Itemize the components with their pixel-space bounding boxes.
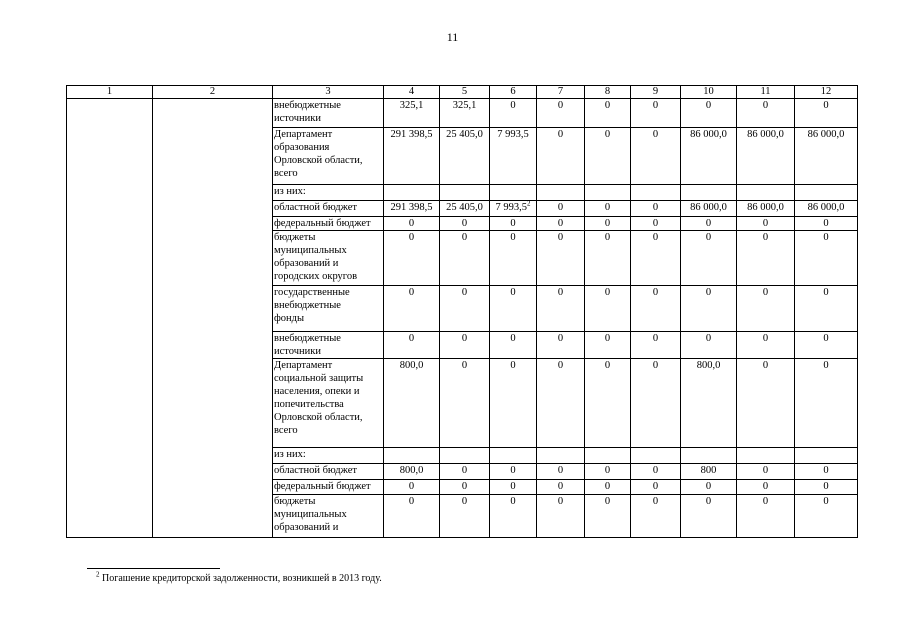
- value-cell: [681, 332, 737, 359]
- value-text: 0: [461, 232, 468, 243]
- value-text: 0: [652, 333, 659, 344]
- value-cell: [795, 128, 858, 185]
- value-text: 0: [652, 100, 659, 111]
- footnote-reference: 2: [527, 200, 531, 208]
- value-text: 0: [823, 481, 829, 492]
- value-cell: [440, 231, 490, 286]
- value-cell: [585, 201, 631, 217]
- value-cell: [795, 201, 858, 217]
- value-cell: [537, 332, 585, 359]
- value-cell: [490, 185, 537, 201]
- value-cell: [795, 332, 858, 359]
- value-cell: [384, 332, 440, 359]
- value-cell: [681, 99, 737, 128]
- value-text: 0: [652, 232, 659, 243]
- value-cell: [795, 495, 858, 538]
- budget-table: [66, 85, 858, 538]
- value-cell: [585, 99, 631, 128]
- value-text: 0: [461, 360, 468, 371]
- value-text: 0: [652, 360, 659, 371]
- value-text: 7 993,5: [495, 202, 527, 213]
- header-row: [67, 86, 858, 99]
- value-text: 0: [823, 218, 829, 229]
- value-cell: [440, 495, 490, 538]
- row-label: федеральный бюджет: [273, 480, 384, 495]
- value-cell: [737, 185, 795, 201]
- value-cell: [490, 286, 537, 332]
- value-text: 0: [510, 333, 516, 344]
- column-header: 1: [67, 86, 153, 99]
- value-cell: [795, 480, 858, 495]
- row-label: Департамент образования Орловской области, всего: [273, 128, 384, 185]
- row-label: государственные внебюджетные фонды: [273, 286, 384, 332]
- value-text: 0: [705, 287, 712, 298]
- value-text: 0: [823, 100, 829, 111]
- value-cell: [585, 359, 631, 448]
- row-label: из них:: [273, 448, 384, 464]
- value-cell: [537, 231, 585, 286]
- value-cell: [537, 359, 585, 448]
- value-cell: [537, 99, 585, 128]
- value-cell: [737, 217, 795, 231]
- value-text: 0: [604, 496, 611, 507]
- value-text: 325,1: [452, 100, 477, 111]
- row-label: внебюджетные источники: [273, 332, 384, 359]
- value-cell: [440, 201, 490, 217]
- value-cell: [537, 286, 585, 332]
- value-cell: [631, 99, 681, 128]
- value-cell: [737, 464, 795, 480]
- value-cell: [737, 332, 795, 359]
- value-text: 0: [604, 232, 611, 243]
- value-text: 7 993,5: [497, 129, 529, 140]
- column-header: 7: [537, 86, 585, 99]
- value-cell: [631, 332, 681, 359]
- row-label: областной бюджет: [273, 201, 384, 217]
- value-cell: [384, 201, 440, 217]
- column-header: 4: [384, 86, 440, 99]
- value-cell: [490, 201, 537, 217]
- column-2-cell: [153, 99, 273, 538]
- value-cell: [681, 286, 737, 332]
- value-cell: [440, 217, 490, 231]
- value-cell: [490, 99, 537, 128]
- value-cell: [490, 495, 537, 538]
- value-text: 86 000,0: [807, 202, 845, 213]
- value-cell: [681, 185, 737, 201]
- value-cell: [490, 359, 537, 448]
- value-cell: [384, 448, 440, 464]
- value-text: 0: [557, 287, 564, 298]
- value-cell: [440, 128, 490, 185]
- value-cell: [440, 464, 490, 480]
- value-text: 0: [408, 333, 415, 344]
- value-cell: [737, 448, 795, 464]
- value-cell: [490, 332, 537, 359]
- value-cell: [440, 185, 490, 201]
- value-text: 0: [604, 287, 611, 298]
- value-cell: [490, 480, 537, 495]
- value-text: 0: [461, 481, 468, 492]
- value-cell: [440, 448, 490, 464]
- value-cell: [681, 231, 737, 286]
- row-label: внебюджетные источники: [273, 99, 384, 128]
- value-text: 800,0: [696, 360, 721, 371]
- value-cell: [585, 480, 631, 495]
- value-cell: [384, 128, 440, 185]
- value-text: 0: [604, 129, 611, 140]
- value-cell: [795, 359, 858, 448]
- column-header: 6: [490, 86, 537, 99]
- column-header: 5: [440, 86, 490, 99]
- value-text: 0: [461, 287, 468, 298]
- value-text: 0: [604, 481, 611, 492]
- column-header: 9: [631, 86, 681, 99]
- value-cell: [795, 217, 858, 231]
- value-text: 0: [557, 232, 564, 243]
- row-label: из них:: [273, 185, 384, 201]
- value-cell: [631, 201, 681, 217]
- value-cell: [490, 217, 537, 231]
- column-1-cell: [67, 99, 153, 538]
- value-cell: [384, 480, 440, 495]
- value-text: 0: [823, 360, 829, 371]
- page-number: 11: [446, 30, 459, 44]
- value-cell: [585, 464, 631, 480]
- value-cell: [631, 359, 681, 448]
- value-text: 86 000,0: [690, 129, 727, 140]
- value-text: 0: [557, 465, 564, 476]
- value-cell: [490, 464, 537, 480]
- value-text: 25 405,0: [446, 129, 483, 140]
- value-text: 0: [705, 232, 712, 243]
- value-cell: [585, 286, 631, 332]
- value-text: 0: [762, 218, 769, 229]
- value-cell: [537, 448, 585, 464]
- value-cell: [681, 359, 737, 448]
- value-cell: [384, 231, 440, 286]
- value-text: 0: [557, 481, 564, 492]
- value-text: 0: [604, 333, 611, 344]
- value-text: 800,0: [399, 360, 424, 371]
- column-header: 11: [737, 86, 795, 99]
- value-text: 0: [604, 360, 611, 371]
- value-cell: [537, 480, 585, 495]
- value-cell: [585, 185, 631, 201]
- column-header: 8: [585, 86, 631, 99]
- value-text: 0: [461, 218, 468, 229]
- value-text: 800,0: [399, 465, 424, 476]
- value-cell: [737, 359, 795, 448]
- value-text: 0: [823, 465, 829, 476]
- value-cell: [440, 480, 490, 495]
- value-cell: [681, 495, 737, 538]
- value-text: 0: [510, 100, 516, 111]
- value-cell: [795, 185, 858, 201]
- row-label: бюджеты муниципальных образований и: [273, 495, 384, 538]
- value-cell: [631, 286, 681, 332]
- value-cell: [737, 480, 795, 495]
- value-cell: [631, 128, 681, 185]
- value-text: 0: [408, 496, 415, 507]
- value-text: 0: [408, 218, 415, 229]
- value-text: 0: [652, 287, 659, 298]
- value-cell: [795, 286, 858, 332]
- value-cell: [384, 99, 440, 128]
- value-text: 291 398,5: [390, 129, 433, 140]
- value-cell: [384, 464, 440, 480]
- value-cell: [440, 286, 490, 332]
- value-text: 86 000,0: [747, 129, 784, 140]
- value-cell: [681, 201, 737, 217]
- table-row: [67, 99, 858, 128]
- value-text: 0: [705, 100, 712, 111]
- value-text: 0: [557, 496, 564, 507]
- column-header: 12: [795, 86, 858, 99]
- value-text: 0: [762, 100, 769, 111]
- value-text: 0: [604, 465, 611, 476]
- value-text: 0: [557, 218, 564, 229]
- value-cell: [440, 332, 490, 359]
- value-text: 0: [652, 218, 659, 229]
- value-text: 86 000,0: [747, 202, 784, 213]
- value-cell: [795, 448, 858, 464]
- value-cell: [537, 464, 585, 480]
- value-cell: [737, 286, 795, 332]
- value-text: 0: [510, 465, 516, 476]
- value-text: 0: [557, 333, 564, 344]
- footnote: [96, 570, 382, 584]
- value-text: 0: [762, 496, 769, 507]
- value-cell: [631, 217, 681, 231]
- value-text: 0: [705, 333, 712, 344]
- value-text: 86 000,0: [807, 129, 845, 140]
- value-cell: [737, 128, 795, 185]
- value-cell: [537, 185, 585, 201]
- value-cell: [490, 448, 537, 464]
- value-text: 0: [461, 496, 468, 507]
- value-text: 0: [652, 496, 659, 507]
- value-cell: [681, 480, 737, 495]
- value-text: 0: [604, 100, 611, 111]
- value-cell: [440, 99, 490, 128]
- value-text: 0: [823, 287, 829, 298]
- value-cell: [631, 464, 681, 480]
- value-cell: [585, 495, 631, 538]
- value-text: 0: [461, 465, 468, 476]
- value-cell: [585, 231, 631, 286]
- row-label: Департамент социальной защиты населения, опеки и попечительства Орловской области, всего: [273, 359, 384, 448]
- value-text: 0: [823, 232, 829, 243]
- value-text: 0: [762, 360, 769, 371]
- value-text: 0: [557, 202, 564, 213]
- value-cell: [681, 217, 737, 231]
- value-text: 0: [762, 465, 769, 476]
- value-text: 0: [705, 496, 712, 507]
- value-text: 0: [408, 481, 415, 492]
- value-text: 0: [652, 202, 659, 213]
- value-text: 291 398,5: [390, 202, 433, 213]
- value-cell: [681, 448, 737, 464]
- footnote-separator: [87, 568, 220, 569]
- value-cell: [795, 464, 858, 480]
- value-cell: [384, 359, 440, 448]
- value-cell: [490, 231, 537, 286]
- row-label: федеральный бюджет: [273, 217, 384, 231]
- row-label: областной бюджет: [273, 464, 384, 480]
- footnote-text: Погашение кредиторской задолженности, возникшей в 2013 году.: [102, 573, 382, 584]
- value-cell: [737, 231, 795, 286]
- value-cell: [631, 185, 681, 201]
- value-text: 0: [762, 287, 769, 298]
- value-text: 0: [604, 218, 611, 229]
- value-cell: [631, 480, 681, 495]
- value-text: 0: [510, 496, 516, 507]
- value-text: 25 405,0: [446, 202, 483, 213]
- value-cell: [631, 495, 681, 538]
- value-text: 0: [408, 287, 415, 298]
- column-header: 2: [153, 86, 273, 99]
- value-text: 0: [762, 333, 769, 344]
- value-text: 0: [762, 232, 769, 243]
- value-text: 325,1: [399, 100, 424, 111]
- value-cell: [681, 464, 737, 480]
- value-cell: [537, 128, 585, 185]
- value-cell: [681, 128, 737, 185]
- value-cell: [537, 201, 585, 217]
- value-cell: [384, 217, 440, 231]
- value-text: 0: [557, 100, 564, 111]
- value-text: 0: [510, 287, 516, 298]
- row-label: бюджеты муниципальных образований и городских округов: [273, 231, 384, 286]
- value-text: 0: [510, 360, 516, 371]
- value-text: 0: [705, 481, 712, 492]
- value-cell: [440, 359, 490, 448]
- value-text: 0: [510, 218, 516, 229]
- value-text: 0: [652, 481, 659, 492]
- value-cell: [585, 217, 631, 231]
- value-text: 0: [604, 202, 611, 213]
- value-cell: [795, 231, 858, 286]
- value-text: 0: [652, 465, 659, 476]
- value-text: 0: [510, 481, 516, 492]
- footnote-mark: 2: [96, 570, 100, 579]
- value-cell: [490, 128, 537, 185]
- value-text: 0: [705, 218, 712, 229]
- value-text: 86 000,0: [690, 202, 727, 213]
- value-cell: [384, 286, 440, 332]
- value-cell: [537, 217, 585, 231]
- value-text: 0: [823, 333, 829, 344]
- value-cell: [384, 495, 440, 538]
- value-cell: [631, 231, 681, 286]
- value-cell: [631, 448, 681, 464]
- value-cell: [737, 495, 795, 538]
- value-text: 0: [823, 496, 829, 507]
- value-text: 0: [510, 232, 516, 243]
- value-cell: [384, 185, 440, 201]
- value-cell: [737, 201, 795, 217]
- value-text: 0: [557, 129, 564, 140]
- value-cell: [737, 99, 795, 128]
- column-header: 10: [681, 86, 737, 99]
- column-header: 3: [273, 86, 384, 99]
- value-text: 0: [408, 232, 415, 243]
- value-text: 0: [762, 481, 769, 492]
- value-text: 800: [700, 465, 717, 476]
- value-cell: [585, 448, 631, 464]
- value-text: 0: [557, 360, 564, 371]
- value-text: 0: [652, 129, 659, 140]
- value-cell: [585, 128, 631, 185]
- value-text: 0: [461, 333, 468, 344]
- value-cell: [795, 99, 858, 128]
- value-cell: [585, 332, 631, 359]
- value-cell: [537, 495, 585, 538]
